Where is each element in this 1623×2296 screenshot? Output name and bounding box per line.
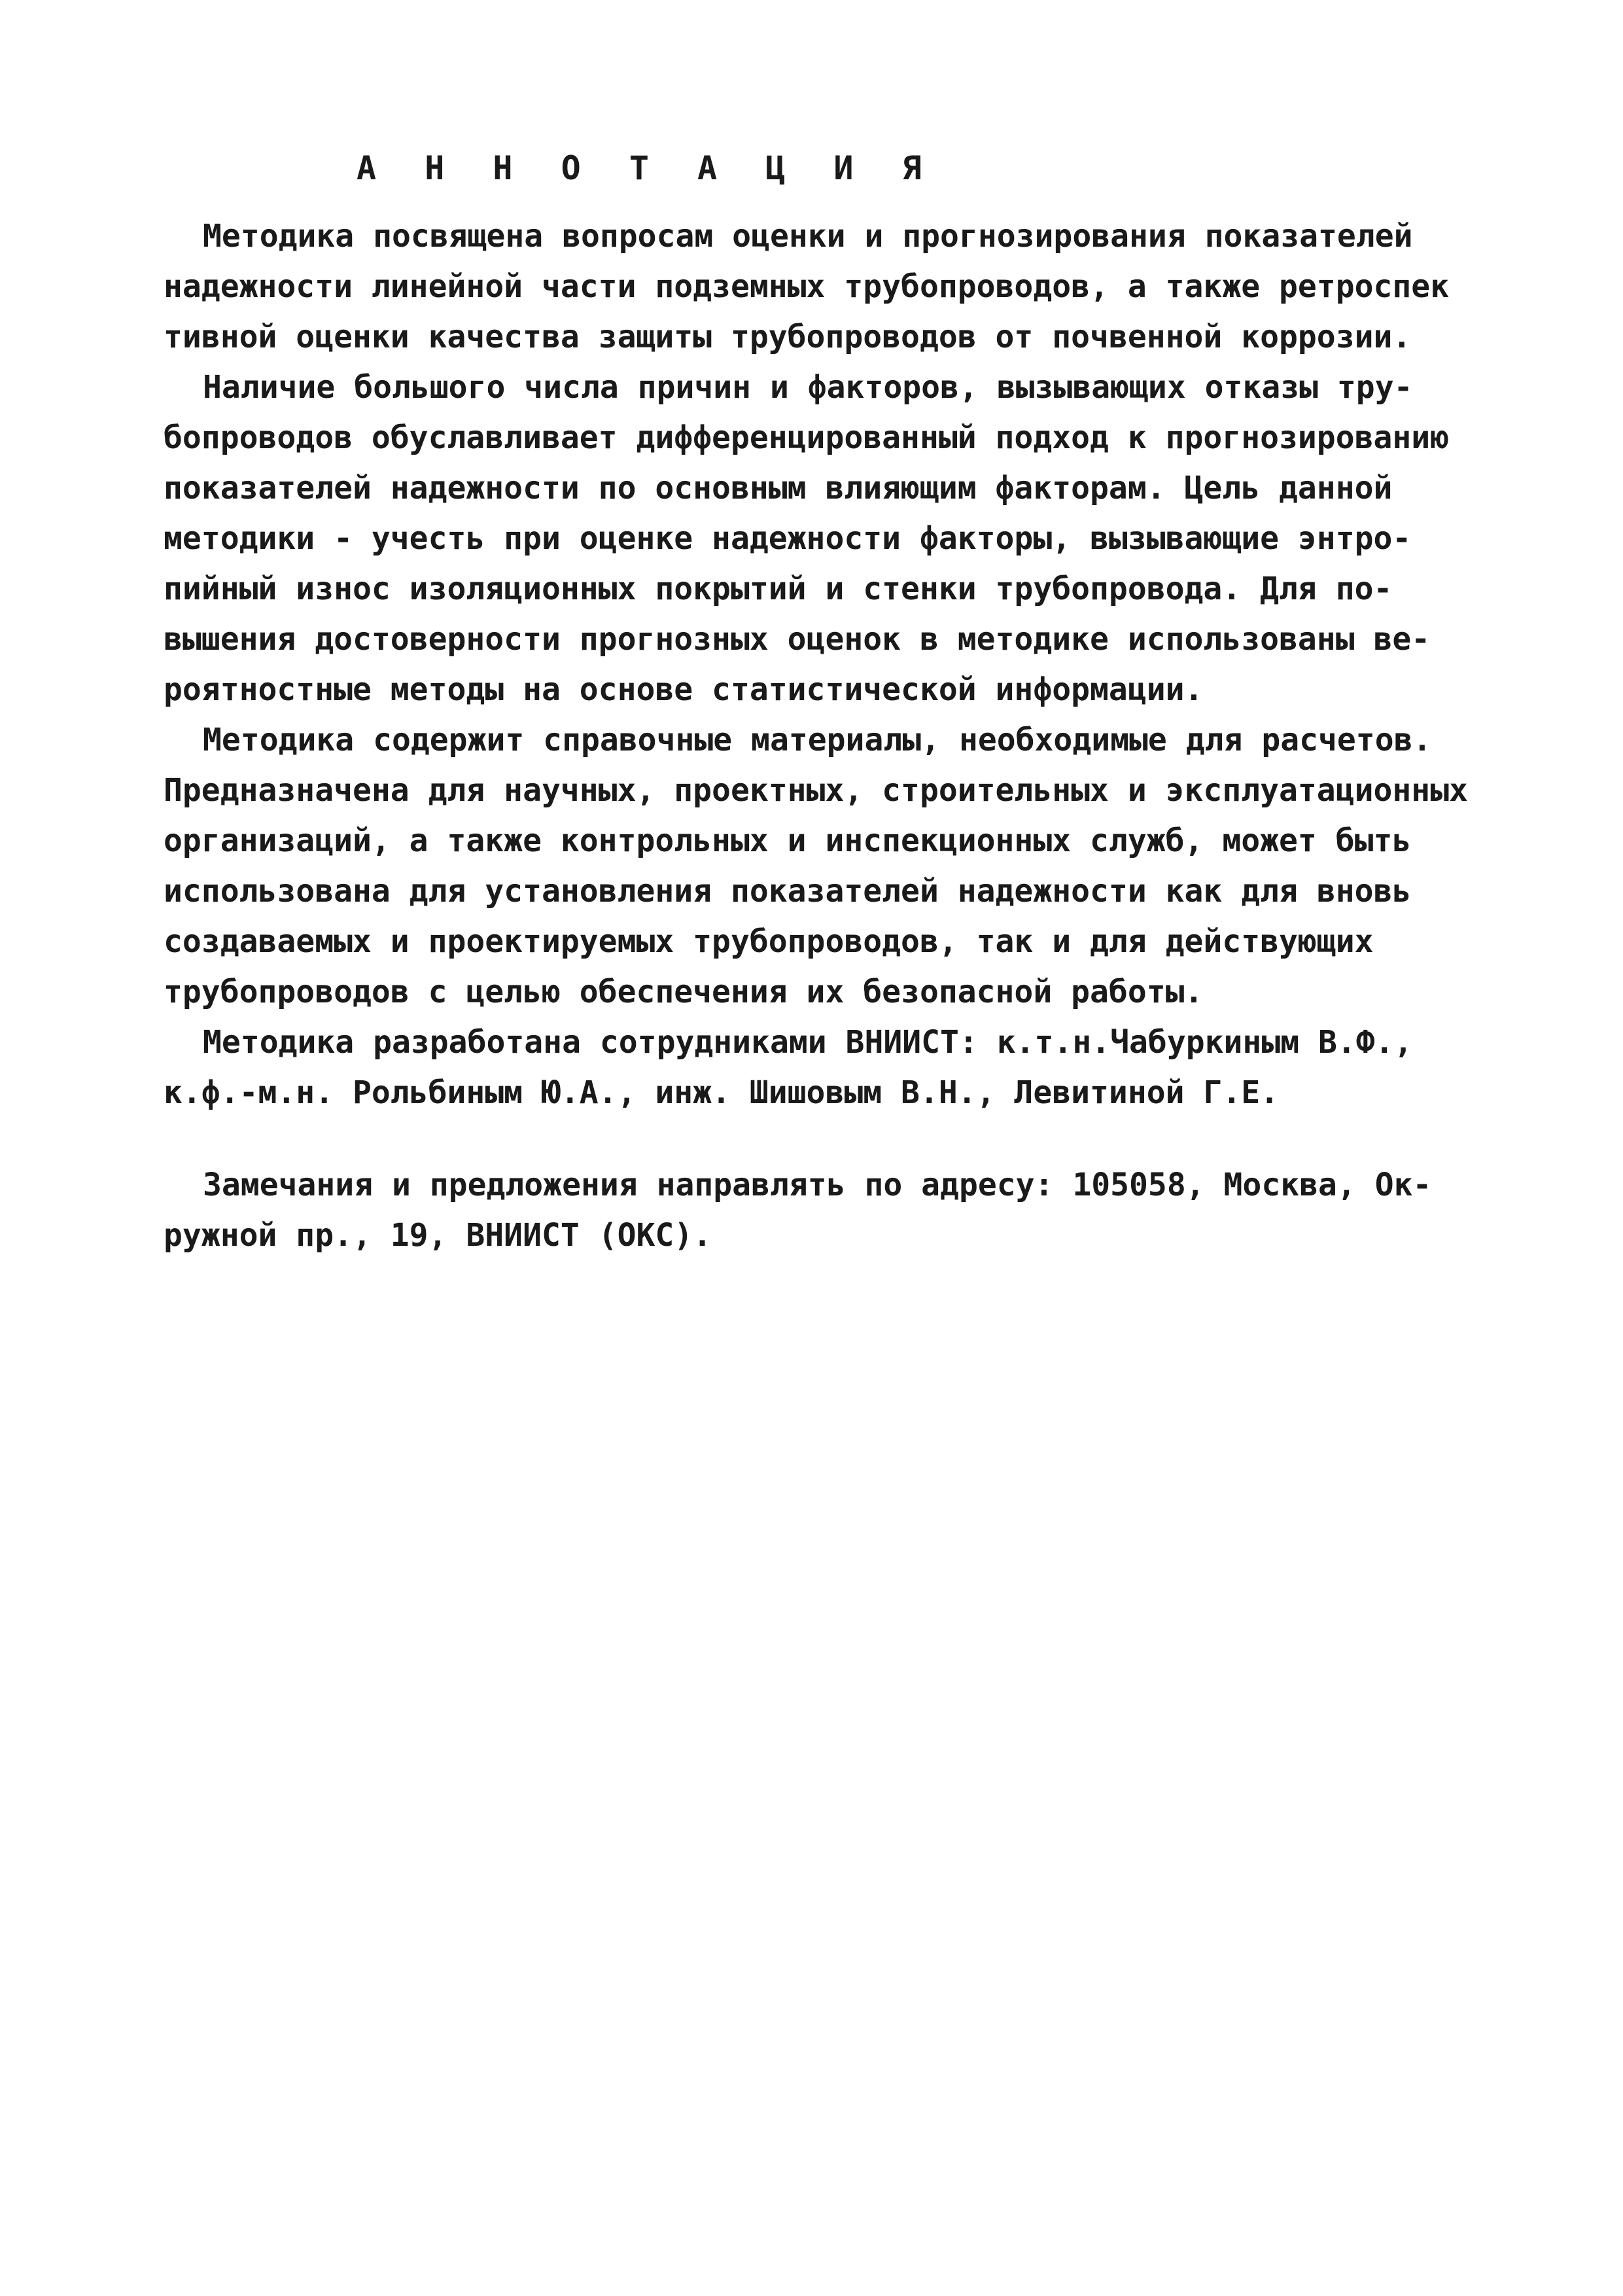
text-line: пийный износ изоляционных покрытий и стенки трубопровода. Для по- — [164, 571, 1393, 607]
text-line: Замечания и предложения направлять по адресу: 105058, Москва, Ок- — [203, 1167, 1432, 1203]
text-line: трубопроводов с целью обеспечения их безопасной работы. — [164, 974, 1204, 1010]
text-line: методики - учесть при оценке надежности факторы, вызывающие энтро- — [164, 520, 1412, 557]
text-line: роятностные методы на основе статистической информации. — [164, 671, 1204, 708]
text-line: ружной пр., 19, ВНИИСТ (ОКС). — [164, 1217, 712, 1254]
text-line: использована для установления показателей надежности как для вновь — [164, 873, 1412, 910]
text-line: Предназначена для научных, проектных, строительных и эксплуатационных — [164, 772, 1468, 809]
text-line: Методика разработана сотрудниками ВНИИСТ: к.т.н.Чабуркиным В.Ф., — [203, 1024, 1413, 1061]
text-line: Наличие большого числа причин и факторов, вызывающих отказы тру- — [203, 369, 1413, 406]
text-line: тивной оценки качества защиты трубопроводов от почвенной коррозии. — [164, 319, 1412, 355]
text-line: надежности линейной части подземных трубопроводов, а также ретроспек — [164, 268, 1450, 305]
text-line: к.ф.-м.н. Рольбиным Ю.А., инж. Шишовым В.Н., Левитиной Г.Е. — [164, 1074, 1280, 1111]
text-line: показателей надежности по основным влияющим факторам. Цель данной — [164, 470, 1393, 506]
text-line: организаций, а также контрольных и инспекционных служб, может быть — [164, 822, 1412, 859]
annotation-title: А Н Н О Т А Ц И Я — [357, 149, 936, 187]
text-line: Методика посвящена вопросам оценки и прогнозирования показателей — [203, 218, 1413, 255]
text-line: бопроводов обуславливает дифференцированный подход к прогнозированию — [164, 419, 1450, 456]
text-line: создаваемых и проектируемых трубопроводов, так и для действующих — [164, 923, 1374, 960]
text-line: вышения достоверности прогнозных оценок в методике использованы ве- — [164, 621, 1431, 658]
text-line: Методика содержит справочные материалы, необходимые для расчетов. — [203, 722, 1432, 758]
